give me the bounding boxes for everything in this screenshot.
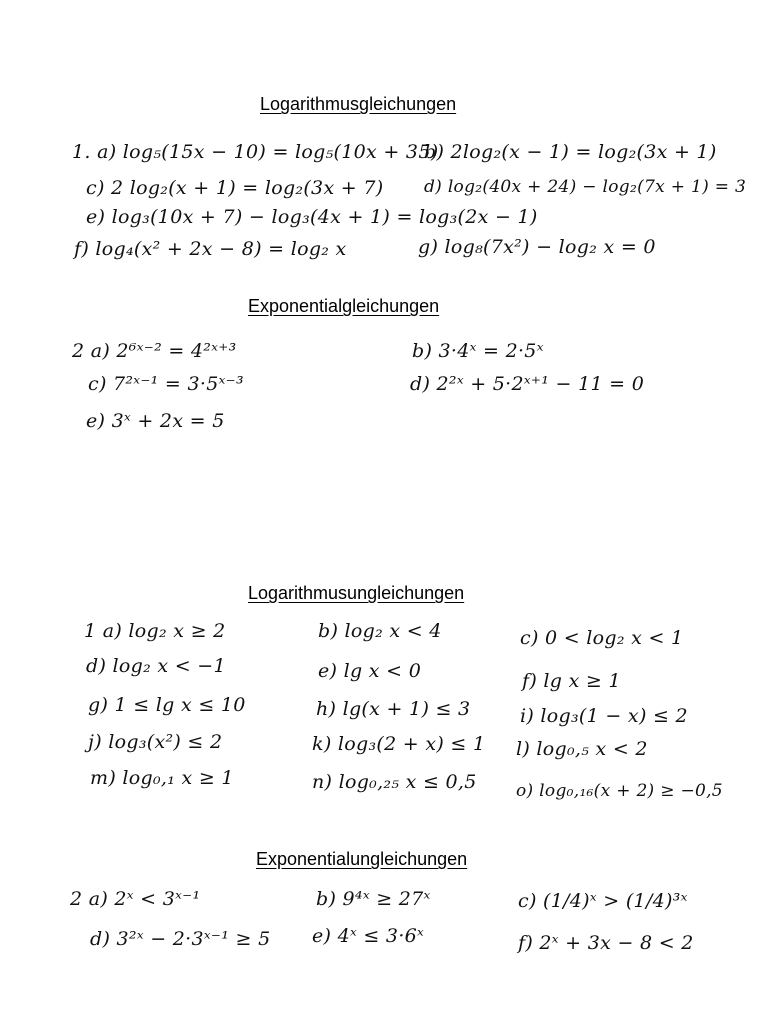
inequality-1l: l) log₀,₅ x < 2 xyxy=(516,738,648,760)
inequality-2f: f) 2ˣ + 3x − 8 < 2 xyxy=(518,932,694,954)
section-title-exponentialgleichungen: Exponentialgleichungen xyxy=(248,296,440,316)
inequality-1i: i) log₃(1 − x) ≤ 2 xyxy=(520,705,688,727)
inequality-2e: e) 4ˣ ≤ 3·6ˣ xyxy=(312,925,425,947)
inequality-1g: g) 1 ≤ lg x ≤ 10 xyxy=(88,694,246,716)
equation-2c: c) 7²ˣ⁻¹ = 3·5ˣ⁻³ xyxy=(88,373,244,395)
equation-1a: 1. a) log₅(15x − 10) = log₅(10x + 35) xyxy=(72,141,439,163)
inequality-1e: e) lg x < 0 xyxy=(318,660,422,682)
inequality-1a: 1 a) log₂ x ≥ 2 xyxy=(84,620,226,642)
equation-1e: e) log₃(10x + 7) − log₃(4x + 1) = log₃(2x − 1) xyxy=(86,206,538,228)
equation-2b: b) 3·4ˣ = 2·5ˣ xyxy=(412,340,544,362)
section-title-logarithmusgleichungen: Logarithmusgleichungen xyxy=(260,94,457,114)
inequality-1k: k) log₃(2 + x) ≤ 1 xyxy=(312,733,486,755)
inequality-1h: h) lg(x + 1) ≤ 3 xyxy=(316,698,471,720)
section-title-exponentialungleichungen: Exponentialungleichungen xyxy=(256,849,468,869)
inequality-1d: d) log₂ x < −1 xyxy=(86,655,226,677)
equation-1b: b) 2log₂(x − 1) = log₂(3x + 1) xyxy=(424,141,717,163)
inequality-1f: f) lg x ≥ 1 xyxy=(522,670,621,692)
inequality-1o: o) log₀,₁₆(x + 2) ≥ −0,5 xyxy=(516,781,723,801)
equation-1g: g) log₈(7x²) − log₂ x = 0 xyxy=(418,236,656,258)
inequality-1b: b) log₂ x < 4 xyxy=(318,620,442,642)
equation-2d: d) 2²ˣ + 5·2ˣ⁺¹ − 11 = 0 xyxy=(410,373,645,395)
inequality-2c: c) (1/4)ˣ > (1/4)³ˣ xyxy=(518,890,688,912)
equation-1f: f) log₄(x² + 2x − 8) = log₂ x xyxy=(74,238,347,260)
inequality-2b: b) 9⁴ˣ ≥ 27ˣ xyxy=(316,888,431,910)
equation-2e: e) 3ˣ + 2x = 5 xyxy=(86,410,225,432)
equation-1c: c) 2 log₂(x + 1) = log₂(3x + 7) xyxy=(86,177,384,199)
equation-2a: 2 a) 2⁶ˣ⁻² = 4²ˣ⁺³ xyxy=(72,340,237,362)
inequality-2a: 2 a) 2ˣ < 3ˣ⁻¹ xyxy=(70,888,201,910)
inequality-1n: n) log₀,₂₅ x ≤ 0,5 xyxy=(312,771,477,793)
section-title-logarithmusungleichungen: Logarithmusungleichungen xyxy=(248,583,465,603)
inequality-2d: d) 3²ˣ − 2·3ˣ⁻¹ ≥ 5 xyxy=(90,928,271,950)
equation-1d: d) log₂(40x + 24) − log₂(7x + 1) = 3 xyxy=(424,177,747,197)
inequality-1m: m) log₀,₁ x ≥ 1 xyxy=(90,767,234,789)
inequality-1c: c) 0 < log₂ x < 1 xyxy=(520,627,684,649)
inequality-1j: j) log₃(x²) ≤ 2 xyxy=(88,731,223,753)
